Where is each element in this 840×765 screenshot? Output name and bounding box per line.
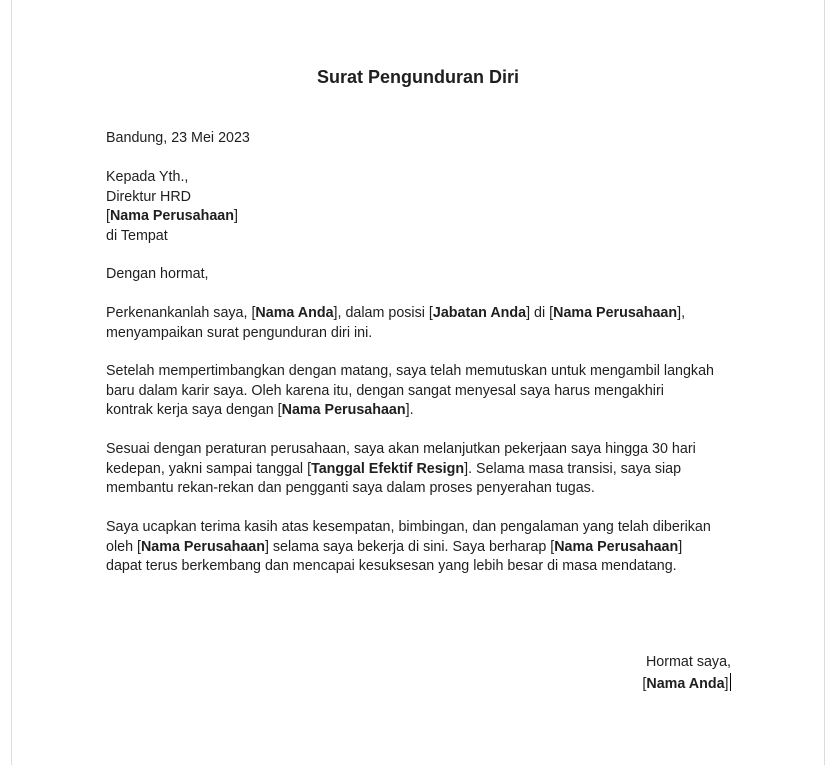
paragraph-1 [106, 304, 738, 343]
text-run: kontrak kerja saya dengan [ [106, 402, 282, 418]
text-run: ]. Selama masa transisi, saya siap [464, 460, 682, 477]
text-run: ] [678, 538, 683, 555]
greeting [106, 265, 738, 285]
text-run: ], dalam posisi [ [333, 305, 433, 321]
placeholder-name: Nama Anda [255, 305, 334, 321]
placeholder-company: Nama Perusahaan [554, 538, 679, 555]
greeting-text: Dengan hormat, [106, 266, 209, 282]
placeholder-name: Nama Anda [646, 675, 725, 692]
paragraph-1-line-2: menyampaikan surat pengunduran diri ini. [106, 324, 373, 341]
recipient-company: Nama Perusahaan [109, 208, 234, 224]
paragraph-3-line-3: membantu rekan-rekan dan pengganti saya dalam proses penyerahan tugas. [106, 480, 595, 496]
recipient-line-1: Kepada Yth., [106, 169, 189, 185]
paragraph-4-line-1: Saya ucapkan terima kasih atas kesempatan, bimbingan, dan pengalaman yang telah diberikan [106, 519, 711, 535]
paragraph-2-line-3 [106, 401, 738, 421]
text-run: kedepan, yakni sampai tanggal [ [106, 460, 312, 477]
paragraph-3-line-1: Sesuai dengan peraturan perusahaan, saya akan melanjutkan pekerjaan saya hingga 30 hari [106, 441, 696, 457]
placeholder-resign-date: Tanggal Efektif Resign [311, 460, 465, 477]
paragraph-3 [106, 440, 738, 499]
paragraph-2 [106, 362, 738, 421]
paragraph-4 [106, 518, 738, 577]
text-run: Perkenankanlah saya, [ [106, 305, 256, 321]
paragraph-1-line-1 [106, 304, 738, 324]
text-run: ] di [ [526, 305, 554, 321]
paragraph-2-line-1: Setelah mempertimbangkan dengan matang, saya telah memutuskan untuk mengambil langkah [106, 363, 714, 379]
date-line [106, 129, 738, 149]
text-run: ]. [405, 402, 414, 418]
placeholder-company: Nama Perusahaan [553, 305, 678, 321]
document-page[interactable] [11, 0, 825, 765]
recipient-line-4: di Tempat [106, 227, 168, 244]
recipient-block [106, 168, 738, 246]
placeholder-company: Nama Perusahaan [140, 538, 265, 555]
recipient-line-2: Direktur HRD [106, 188, 191, 205]
closing-signature-line: [Nama Anda] [642, 673, 731, 695]
placeholder-position: Jabatan Anda [432, 305, 527, 321]
text-run: ] selama saya bekerja di sini. Saya berharap [ [264, 538, 555, 555]
text-run: ], [677, 305, 686, 321]
text-cursor [730, 673, 732, 691]
closing-salutation: Hormat saya, [645, 654, 731, 670]
recipient-company-line: [Nama Perusahaan] [106, 208, 238, 224]
paragraph-4-line-2 [106, 538, 738, 558]
paragraph-4-line-3: dapat terus berkembang dan mencapai kesuksesan yang lebih besar di masa mendatang. [106, 558, 677, 574]
placeholder-company: Nama Perusahaan [281, 402, 406, 418]
text-run: oleh [ [106, 538, 141, 555]
paragraph-2-line-2: baru dalam karir saya. Oleh karena itu, dengan sangat menyesal saya harus mengakhiri [106, 382, 664, 399]
document-title: Surat Pengunduran Diri [316, 67, 520, 87]
closing-block [642, 653, 731, 694]
date-text: Bandung, 23 Mei 2023 [106, 130, 250, 146]
paragraph-3-line-2 [106, 460, 738, 480]
